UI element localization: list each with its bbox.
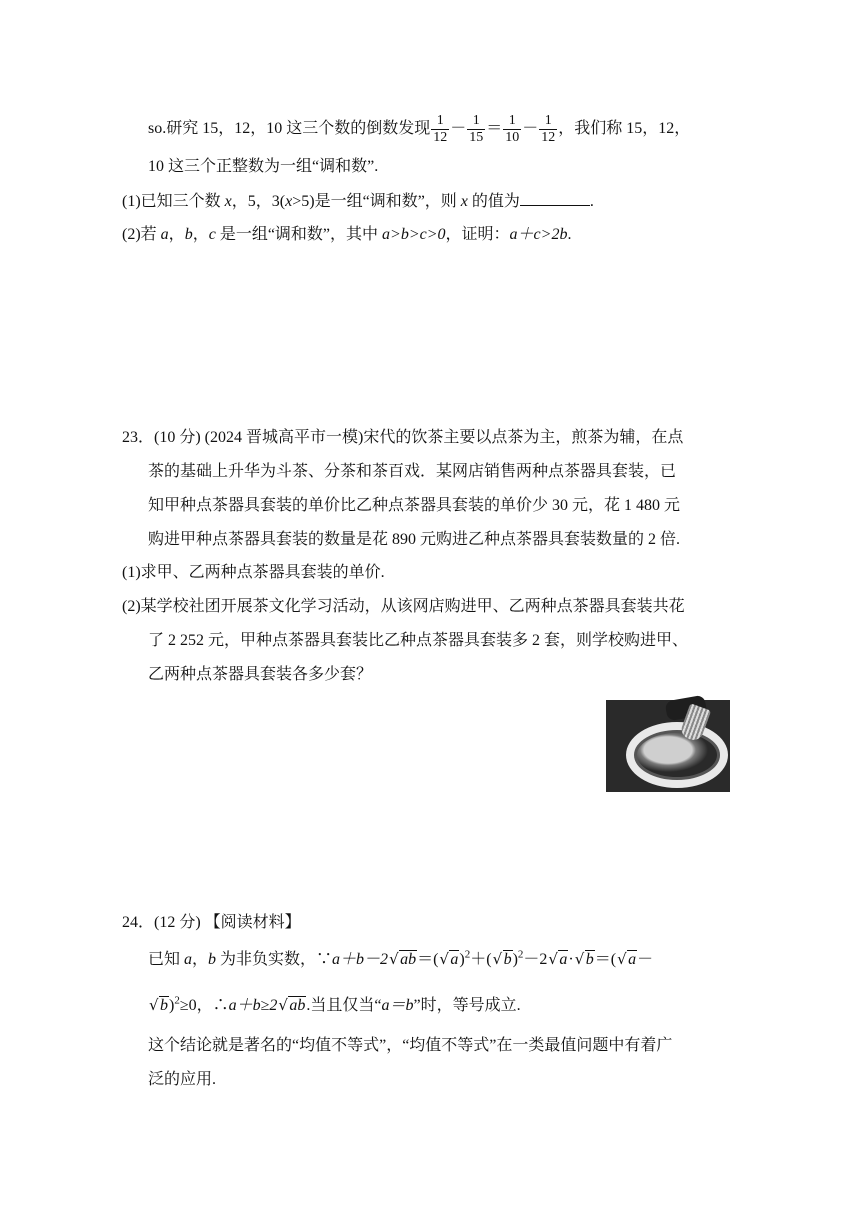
tea-whisk-photo <box>606 700 730 792</box>
question-24-line-1: 已知 a，b 为非负实数，∵a＋b－2√ ab＝(√ a)$^2$＋(√ b)$^2$－2√ a·√ b＝(√ a－ <box>148 950 653 970</box>
sqrt-ab: √ ab <box>390 950 417 970</box>
sqrt-a: √ a <box>440 950 459 970</box>
question-23-line-1: 23．(10 分) (2024 晋城高平市一模)宋代的饮茶主要以点茶为主，煎茶为辅，在点 <box>122 429 684 446</box>
question-22-part-2: (2)若 a，b，c 是一组“调和数”，其中 a>b>c>0，证明：a＋c>2b. <box>122 226 572 243</box>
intro-line-2: 10 这三个正整数为一组“调和数”. <box>148 158 379 175</box>
sqrt-b-2: √ b <box>576 950 595 970</box>
question-23-part-2-line-3: 乙两种点茶器具套装各多少套？ <box>148 666 373 683</box>
question-23-part-1: (1)求甲、乙两种点茶器具套装的单价. <box>122 564 385 581</box>
fraction-1-10: $\frac{1}{10}$ <box>505 113 520 145</box>
fraction-1-15: $\frac{1}{15}$ <box>469 113 484 145</box>
sqrt-a-2: √ a <box>549 950 568 970</box>
question-22-part-1: (1)已知三个数 x，5，3(x>5)是一组“调和数”，则 x 的值为 . <box>122 193 594 210</box>
sqrt-b: √ b <box>494 950 513 970</box>
question-23-line-4: 购进甲种点茶器具套装的数量是花 890 元购进乙种点茶器具套装数量的 2 倍. <box>148 531 681 548</box>
answer-blank[interactable] <box>520 191 590 206</box>
question-23-line-3: 知甲种点茶器具套装的单价比乙种点茶器具套装的单价少 30 元，花 1 480 元 <box>148 497 681 514</box>
question-23-line-2: 茶的基础上升华为斗茶、分茶和茶百戏．某网店销售两种点茶器具套装，已 <box>148 463 677 480</box>
intro-line-1: so.研究 15，12，10 这三个数的倒数发现 $\frac{1}{12}$ － $\frac{1}{15}$ ＝ $\frac{1}{10}$ － $\frac{1}{12}$ ，我们称 15，12， <box>148 113 691 145</box>
question-24-heading: 24．(12 分) 【阅读材料】 <box>122 914 301 931</box>
question-24-line-4: 泛的应用. <box>148 1071 217 1088</box>
sqrt-b-3: √ b <box>150 996 169 1016</box>
question-24-line-2: √ b)$^2$≥0，∴a＋b≥2√ ab.当且仅当“a＝b”时，等号成立. <box>148 996 521 1016</box>
question-23-part-2-line-1: (2)某学校社团开展茶文化学习活动，从该网店购进甲、乙两种点茶器具套装共花 <box>122 598 685 615</box>
sqrt-a-3: √ a <box>618 950 637 970</box>
sqrt-ab-2: √ ab <box>279 996 306 1016</box>
question-24-line-3: 这个结论就是著名的“均值不等式”，“均值不等式”在一类最值问题中有着广 <box>148 1037 673 1054</box>
bowl-rim <box>626 722 728 788</box>
question-23-part-2-line-2: 了 2 252 元，甲种点茶器具套装比乙种点茶器具套装多 2 套，则学校购进甲、 <box>148 632 689 649</box>
fraction-1-12b: $\frac{1}{12}$ <box>541 113 556 145</box>
fraction-1-12: $\frac{1}{12}$ <box>433 113 448 145</box>
